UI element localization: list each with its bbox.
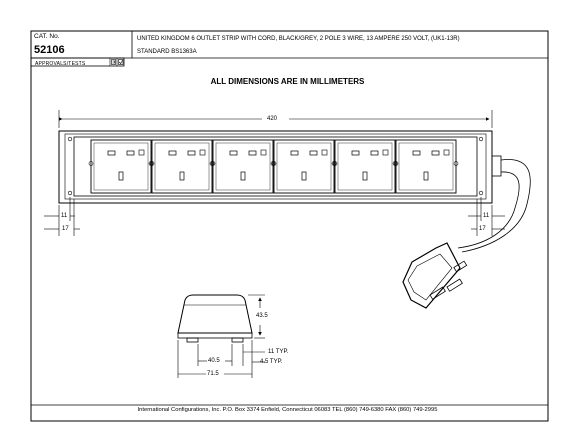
- dim-right-inner-label: 11: [483, 213, 490, 219]
- socket-slot-icon: [413, 151, 420, 155]
- socket-earth-slot-icon: [241, 172, 245, 180]
- dim-side-widths: [178, 340, 265, 378]
- outlet-group: [89, 140, 458, 193]
- socket-earth-slot-icon: [424, 172, 428, 180]
- dim-foot-height-label: 11 TYP.: [268, 349, 289, 355]
- power-strip: [59, 131, 492, 203]
- dim-height-label: 43.5: [256, 313, 268, 319]
- socket-slot-icon: [188, 151, 195, 155]
- dim-overall-length-label: 420: [267, 116, 278, 122]
- dim-body-width-label: 71.5: [207, 371, 219, 377]
- outlet-switch-icon: [322, 150, 327, 155]
- approvals-tests-label: APPROVALS/TESTS: [35, 61, 86, 67]
- outlet-switch-icon: [200, 150, 205, 155]
- cat-number-label: CAT. No.: [34, 33, 60, 40]
- socket-slot-icon: [310, 151, 317, 155]
- outlet: [272, 140, 336, 193]
- dim-left-outer-label: 17: [62, 226, 69, 232]
- outlet-switch-icon: [139, 150, 144, 155]
- socket-slot-icon: [352, 151, 359, 155]
- socket-slot-icon: [249, 151, 256, 155]
- dim-foot-inset-label: 4.5 TYP.: [260, 359, 283, 365]
- socket-slot-icon: [371, 151, 378, 155]
- uk-plug: [403, 243, 467, 308]
- dim-foot-width-label: 40.5: [208, 358, 220, 364]
- cat-number-value: 52106: [34, 44, 65, 56]
- company-footer: International Configurations, Inc. P.O. Box 3374 Enfield, Connecticut 06083 TEL (860) 749-6380 FAX (860) 749-2995: [137, 407, 438, 413]
- outlet: [89, 140, 153, 193]
- dim-left-inner-label: 11: [61, 213, 68, 219]
- outlet: [394, 140, 458, 193]
- socket-slot-icon: [127, 151, 134, 155]
- dim-right-outer-label: 17: [479, 226, 486, 232]
- socket-slot-icon: [108, 151, 115, 155]
- outlet-switch-icon: [261, 150, 266, 155]
- sheet-border: [31, 31, 548, 421]
- socket-slot-icon: [291, 151, 298, 155]
- socket-earth-slot-icon: [119, 172, 123, 180]
- standard-label: STANDARD BS1363A: [137, 49, 197, 55]
- socket-earth-slot-icon: [180, 172, 184, 180]
- approval-mark-icon: [112, 60, 116, 65]
- socket-earth-slot-icon: [302, 172, 306, 180]
- socket-earth-slot-icon: [363, 172, 367, 180]
- outlet: [333, 140, 397, 193]
- approval-check-icon: [119, 60, 124, 65]
- mounting-holes: [68, 137, 483, 195]
- socket-slot-icon: [432, 151, 439, 155]
- socket-slot-icon: [230, 151, 237, 155]
- product-description: UNITED KINGDOM 6 OUTLET STRIP WITH CORD, BLACK/GREY, 2 POLE 3 WIRE, 13 AMPERE 250 VOLT, (UK1-13R): [137, 36, 460, 42]
- outlet: [150, 140, 214, 193]
- side-view: [178, 295, 252, 342]
- power-cord: [458, 156, 530, 252]
- socket-slot-icon: [169, 151, 176, 155]
- outlet-switch-icon: [444, 150, 449, 155]
- outlet: [211, 140, 275, 193]
- outlet-switch-icon: [383, 150, 388, 155]
- dimensions-note: ALL DIMENSIONS ARE IN MILLIMETERS: [210, 77, 365, 86]
